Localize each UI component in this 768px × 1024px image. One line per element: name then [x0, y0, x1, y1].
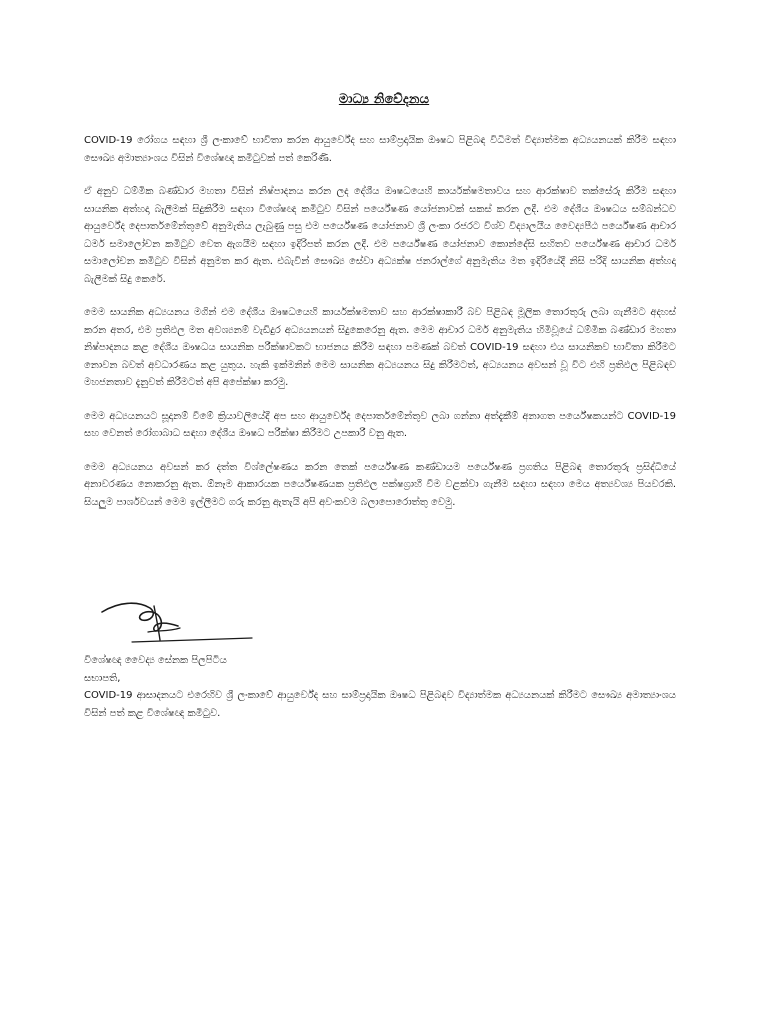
- paragraph-study-purpose: මෙම සායනික අධ්‍යයනය මගින් එම දේශීය ඖෂධයෙහි කාර්යක්ෂමතාව සහ ආරක්ෂාකාරී බව පිළිබඳ මූලික තොරතුරු ලබා ගැනීමට අදහස් කරන අතර, එම ප්‍රතිඵල මත අවශ්‍යනම් වැඩිදුර අධ්‍යයනයන් සිදුකෙරෙනු ඇත. මෙම ආචාර ධර්ම අනුමැතිය හිමිවූයේ ධම්මික බණ්ඩාර මහතා නිෂ්පාදනය කළ දේශීය ඖෂධය සායනික පරීක්ෂාවකට භාජනය කිරීම සඳහා පමණක් බවත් COVID-19 සඳහා එය සායනිකව භාවිතා කිරීමට නොවන බවත් අවධාරණය කළ යුතුය. හැකි ඉක්මනින් මෙම සායනික අධ්‍යයනය සිදු කිරීමටත්, අධ්‍යයනය අවසන් වූ විට එහි ප්‍රතිඵල පිළිබඳව මහජනතාව දැනුවත් කිරීමටත් අපි අපේක්ෂා කරමු.: [84, 307, 676, 388]
- handwritten-signature: [92, 592, 262, 652]
- signatory-name: විශේෂඥ වෛද්‍ය සේනක පිලපිටිය: [84, 655, 227, 666]
- signatory-committee: COVID-19 ආසාදනයට එරෙහිව ශ්‍රී ලංකාවේ ආයුර්වේද සහ සාම්ප්‍රදායික ඖෂධ පිළිබඳව විද්‍යාත්මක අධ්‍යයනයක් කිරීමට සෞඛ්‍ය අමාත්‍යාංශය විසින් පත් කළ විශේෂඥ කමිටුව.: [84, 690, 676, 719]
- paragraph-experience: මෙම අධ්‍යයනයට සූදානම් වීමේ ක්‍රියාවලියේදී අප සහ ආයුර්වේද දෙපාර්තමේන්තුව ලබා ගන්නා අත්දැකීම් අනාගත පර්යේෂකයන්ට COVID-19 සහ වෙනත් රෝගාබාධ සඳහා දේශීය ඖෂධ පරීක්ෂා කිරීමට උපකාරී වනු ඇත.: [84, 410, 676, 439]
- signatory-role: සභාපති,: [84, 672, 121, 684]
- paragraph-disclosure: මෙම අධ්‍යයනය අවසන් කර දත්ත විශ්ලේෂණය කරන තෙක් පර්යේෂණ කණ්ඩායම පර්යේෂණ ප්‍රගතිය පිළිබඳ තොරතුරු ප්‍රසිද්ධියේ අනාවරණය නොකරනු ඇත. ඕනෑම ආකාරයක පර්යේෂණයක ප්‍රතිඵල පක්ෂග්‍රාහී වීම වළක්වා ගැනීම සඳහා සඳහා මෙය අත්‍යවශ්‍ය පියවරකි. සියලුම පාර්ශවයන් මෙම ඉල්ලීමට ගරු කරනු ඇතැයි අපි අවංකවම බලාපොරොත්තු වෙමු.: [84, 461, 676, 508]
- document-title: මාධ්‍ය නිවේදනය: [338, 92, 430, 107]
- signature-block: [84, 652, 676, 722]
- paragraph-proposal: ඒ අනුව ධම්මික බණ්ඩාර මහතා විසින් නිෂ්පාදනය කරන ලද දේශීය ඖෂධයෙහි කාර්යක්ෂමතාවය සහ ආරක්ෂාව තක්සේරු කිරීම සඳහා සායනික අත්හදා බැලීමක් සිදුකිරීම සඳහා විශේෂඥ කමිටුව විසින් පර්යේෂණ යෝජනාවක් සකස් කරන ලදී. එම දේශීය ඖෂධය සම්බන්ධව ආයුර්වේද දෙපාර්තමේන්තුවේ අනුමැතිය ලැබුණු පසු එම පර්යේෂණ යෝජනාව ශ්‍රී ලංකා රජරට විශ්ව විද්‍යාලයීය වෛද්‍යපීඨ පර්යේෂණ ආචාර ධර්ම සමාලෝචන කමිටුව වෙත ඇගයීම සඳහා ඉදිරිපත් කරන ලදී. එම පර්යේෂණ යෝජනාව කොන්දේසි සහිතව පර්යේෂණ ආචාර ධර්ම සමාලෝචන කමිටුව විසින් අනුමත කර ඇත. එබැවින් සෞඛ්‍ය සේවා අධ්‍යක්ෂ ජනරාල්ගේ අනුමැතිය මත ඉදිරියේදී නිසි පරිදි සායනික අත්හදා බැලීමක් සිදු කෙරේ.: [84, 186, 676, 285]
- paragraph-intro: COVID-19 රෝගය සඳහා ශ්‍රී ලංකාවේ භාවිතා කරන ආයුර්වේද සහ සාම්ප්‍රදායික ඖෂධ පිළිබඳ විධිමත් විද්‍යාත්මක අධ්‍යයනයක් කිරීම සඳහා සෞඛ්‍ය අමාත්‍යාංශය විසින් විශේෂඥ කමිටුවක් පත් කෙරිණි.: [84, 135, 676, 164]
- document-body: [84, 132, 676, 527]
